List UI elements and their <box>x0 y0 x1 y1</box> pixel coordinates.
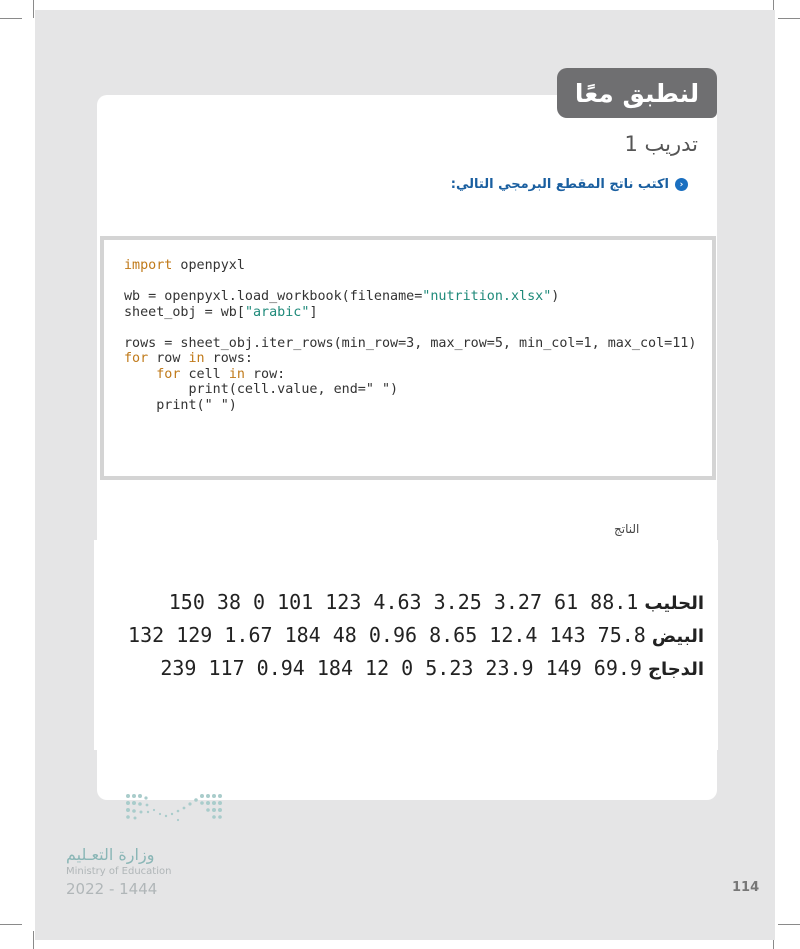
ministry-name-english: Ministry of Education <box>66 866 172 877</box>
section-banner <box>557 68 717 118</box>
code-string: "nutrition.xlsx" <box>422 289 552 304</box>
page-number: 114 <box>732 880 760 895</box>
output-row-values: 239 117 0.94 184 12 0 5.23 23.9 149 69.9 <box>160 656 642 680</box>
instruction-text: اكتب ناتج المقطع البرمجي التالي: <box>450 177 669 192</box>
ministry-name-arabic: وزارة التعـليم <box>66 845 155 864</box>
code-keyword: for <box>124 351 149 366</box>
output-label: الناتج <box>614 522 640 536</box>
crop-mark <box>0 924 22 925</box>
output-row <box>169 590 704 614</box>
crop-mark <box>33 931 34 949</box>
code-text <box>124 258 696 413</box>
output-row-name: البيض <box>651 626 704 647</box>
code-token <box>124 367 156 382</box>
crop-mark <box>0 18 22 19</box>
ministry-logo-icon <box>120 790 250 830</box>
code-keyword: for <box>156 366 181 382</box>
code-token: cell <box>180 366 229 382</box>
code-block <box>100 236 716 480</box>
code-string: "arabic" <box>244 304 310 320</box>
code-token: rows = sheet_obj.iter_rows(min_row=3, max_row=5, min_col=1, max_col=11) <box>124 335 697 351</box>
chevron-bullet-icon: ‹ <box>675 178 688 191</box>
exercise-title: تدريب 1 <box>624 132 698 156</box>
output-row-values: 132 129 1.67 184 48 0.96 8.65 12.4 143 75.8 <box>128 623 646 647</box>
code-token: print(" ") <box>124 397 237 413</box>
code-token: sheet_obj = wb[ <box>124 304 245 320</box>
code-token: ] <box>309 304 318 320</box>
output-row-name: الدجاج <box>647 659 704 680</box>
task-instruction <box>451 177 688 192</box>
output-row-name: الحليب <box>644 593 704 614</box>
code-token: openpyxl <box>172 258 245 273</box>
crop-mark <box>778 18 800 19</box>
code-keyword: import <box>124 258 173 273</box>
output-row-values: 150 38 0 101 123 4.63 3.25 3.27 61 88.1 <box>168 590 639 614</box>
crop-mark <box>33 0 34 18</box>
crop-mark <box>778 924 800 925</box>
code-token: print(cell.value, end=" ") <box>124 382 399 397</box>
code-token: rows: <box>204 351 253 366</box>
output-row <box>128 623 704 647</box>
code-token: wb = openpyxl.load_workbook(filename= <box>124 289 423 304</box>
code-token: ) <box>551 289 560 304</box>
code-keyword: in <box>188 351 205 366</box>
edition-year: 2022 - 1444 <box>66 880 158 898</box>
code-token: row <box>148 351 189 366</box>
code-keyword: in <box>228 366 245 382</box>
code-token: row: <box>244 366 286 382</box>
banner-title: لنطبق معًا <box>574 78 700 108</box>
output-row <box>160 656 704 680</box>
